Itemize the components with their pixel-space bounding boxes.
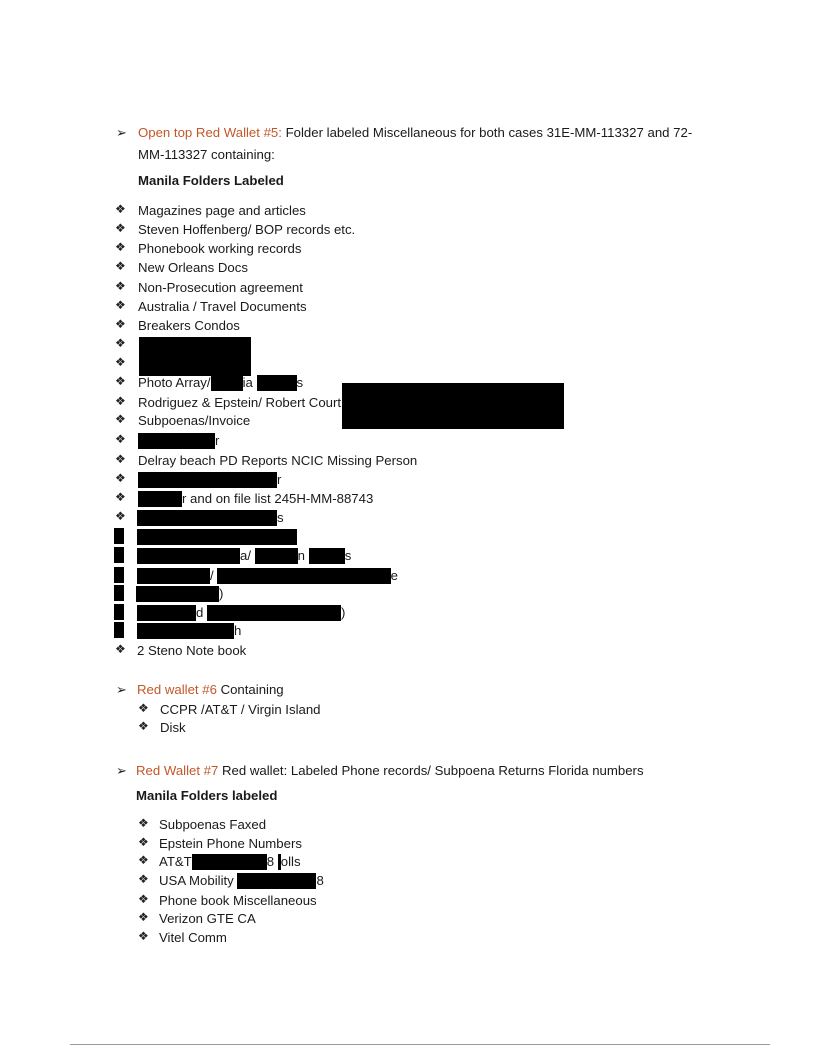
redaction-block: [137, 623, 234, 639]
text-fragment: n: [297, 548, 306, 563]
diamond-bullet-icon: ❖: [138, 835, 149, 849]
diamond-bullet-icon: ❖: [115, 432, 126, 446]
wallet7-title: Red Wallet #7: [136, 763, 219, 778]
list-item: Disk: [160, 720, 186, 735]
arrow-bullet-icon: ➢: [116, 125, 127, 140]
text-fragment: r: [215, 433, 220, 448]
redaction-block: [255, 548, 298, 564]
list-item: Delray beach PD Reports NCIC Missing Person: [138, 453, 418, 468]
wallet5-desc: Folder labeled Miscellaneous for both cases 31E-MM-113327 and 72-: [285, 125, 693, 140]
diamond-bullet-icon: ❖: [115, 642, 126, 656]
redaction-block: [137, 548, 240, 564]
text-fragment: 8: [316, 873, 324, 888]
redacted-bullet: [114, 547, 124, 563]
diamond-bullet-icon: ❖: [115, 279, 126, 293]
diamond-bullet-icon: ❖: [115, 240, 126, 254]
list-item: [137, 509, 284, 526]
redaction-block: [138, 472, 277, 488]
diamond-bullet-icon: ❖: [138, 853, 149, 867]
diamond-bullet-icon: ❖: [115, 490, 126, 504]
arrow-bullet-icon: ➢: [116, 763, 127, 778]
wallet7-desc: Red wallet: Labeled Phone records/ Subpoena Returns Florida numbers: [222, 763, 644, 778]
redaction-block: [137, 529, 297, 545]
list-item: [138, 471, 281, 488]
list-item: [138, 490, 373, 507]
text-fragment: a/: [240, 548, 251, 563]
wallet6-header: [137, 681, 284, 698]
list-item-photo-array: [138, 374, 303, 391]
list-item: CCPR /AT&T / Virgin Island: [160, 702, 321, 717]
list-item: Non-Prosecution agreement: [138, 280, 303, 295]
list-item: [138, 432, 219, 449]
redaction-block: [217, 568, 391, 584]
text-fragment: r: [277, 472, 282, 487]
redaction-block: [207, 605, 341, 621]
redaction-block: [138, 491, 182, 507]
wallet6-title: Red wallet #6: [137, 682, 217, 697]
text-fragment: olls: [280, 854, 301, 869]
redacted-bullet: [114, 622, 124, 638]
wallet5-title: Open top Red Wallet #5:: [138, 125, 282, 140]
list-item: [137, 622, 241, 639]
redaction-block: [138, 433, 215, 449]
redaction-block: [237, 873, 316, 889]
text-fragment: AT&T: [159, 854, 192, 869]
redaction-block: [136, 586, 219, 602]
diamond-bullet-icon: ❖: [138, 910, 149, 924]
redaction-block: [139, 337, 251, 376]
diamond-bullet-icon: ❖: [115, 221, 126, 235]
diamond-bullet-icon: ❖: [138, 872, 149, 886]
list-item: [137, 604, 345, 621]
list-item: Phonebook working records: [138, 241, 302, 256]
redacted-bullet: [114, 585, 124, 601]
redaction-block: [257, 375, 297, 391]
arrow-bullet-icon: ➢: [116, 682, 127, 697]
wallet5-header: [138, 124, 692, 141]
list-item: Verizon GTE CA: [159, 911, 256, 926]
list-item: Subpoenas/Invoice: [138, 413, 251, 428]
list-item-att: [159, 853, 301, 870]
diamond-bullet-icon: ❖: [115, 259, 126, 273]
diamond-bullet-icon: ❖: [138, 892, 149, 906]
redacted-bullet: [114, 567, 124, 583]
text-fragment: 8: [266, 854, 275, 869]
diamond-bullet-icon: ❖: [115, 374, 126, 388]
wallet7-subheading: Manila Folders labeled: [136, 788, 278, 803]
diamond-bullet-icon: ❖: [115, 298, 126, 312]
redaction-block: [192, 854, 267, 870]
diamond-bullet-icon: ❖: [138, 816, 149, 830]
diamond-bullet-icon: ❖: [115, 202, 126, 216]
list-item: New Orleans Docs: [138, 260, 248, 275]
diamond-bullet-icon: ❖: [115, 471, 126, 485]
redacted-bullet: [114, 528, 124, 544]
diamond-bullet-icon: ❖: [115, 412, 126, 426]
text-fragment: s: [296, 375, 304, 390]
diamond-bullet-icon: ❖: [115, 336, 126, 350]
list-item: Epstein Phone Numbers: [159, 836, 302, 851]
list-item: Magazines page and articles: [138, 203, 306, 218]
list-item: [137, 567, 398, 584]
list-item: Phone book Miscellaneous: [159, 893, 317, 908]
list-item: 2 Steno Note book: [137, 643, 247, 658]
list-item: Subpoenas Faxed: [159, 817, 267, 832]
diamond-bullet-icon: ❖: [138, 929, 149, 943]
text-fragment: ): [219, 586, 224, 601]
list-item: Rodriguez & Epstein/ Robert Court: [138, 395, 342, 410]
text-fragment: ): [341, 605, 346, 620]
diamond-bullet-icon: ❖: [115, 394, 126, 408]
text-fragment: e: [390, 568, 399, 583]
redaction-block: [342, 383, 564, 429]
text-fragment: s: [277, 510, 284, 525]
text-fragment: s: [344, 548, 352, 563]
list-item: [137, 528, 297, 545]
text-fragment: h: [234, 623, 242, 638]
text-fragment: /: [210, 568, 214, 583]
text-fragment: USA Mobility: [159, 873, 234, 888]
page-bottom-edge: [70, 1044, 770, 1045]
redaction-block: [137, 568, 210, 584]
wallet7-header: [136, 762, 644, 779]
redaction-block: [137, 605, 196, 621]
diamond-bullet-icon: ❖: [115, 452, 126, 466]
redaction-block: [137, 510, 277, 526]
list-item: Steven Hoffenberg/ BOP records etc.: [138, 222, 356, 237]
wallet6-desc: Containing: [220, 682, 284, 697]
redacted-bullet: [114, 604, 124, 620]
text-fragment: r and on file list 245H-MM-88743: [182, 491, 374, 506]
redaction-block: [309, 548, 345, 564]
wallet5-subheading: Manila Folders Labeled: [138, 173, 284, 188]
redaction-block: [211, 375, 243, 391]
diamond-bullet-icon: ❖: [115, 317, 126, 331]
diamond-bullet-icon: ❖: [115, 509, 126, 523]
list-item: Vitel Comm: [159, 930, 227, 945]
list-item: [136, 585, 223, 602]
list-item: Breakers Condos: [138, 318, 240, 333]
list-item: [137, 547, 351, 564]
wallet5-desc-cont: MM-113327 containing:: [138, 147, 275, 162]
list-item-usa-mobility: [159, 872, 324, 889]
list-item: Australia / Travel Documents: [138, 299, 307, 314]
text-fragment: d: [196, 605, 204, 620]
diamond-bullet-icon: ❖: [138, 701, 149, 715]
text-fragment: Photo Array/: [138, 375, 211, 390]
text-fragment: ia: [242, 375, 253, 390]
diamond-bullet-icon: ❖: [115, 355, 126, 369]
diamond-bullet-icon: ❖: [138, 719, 149, 733]
